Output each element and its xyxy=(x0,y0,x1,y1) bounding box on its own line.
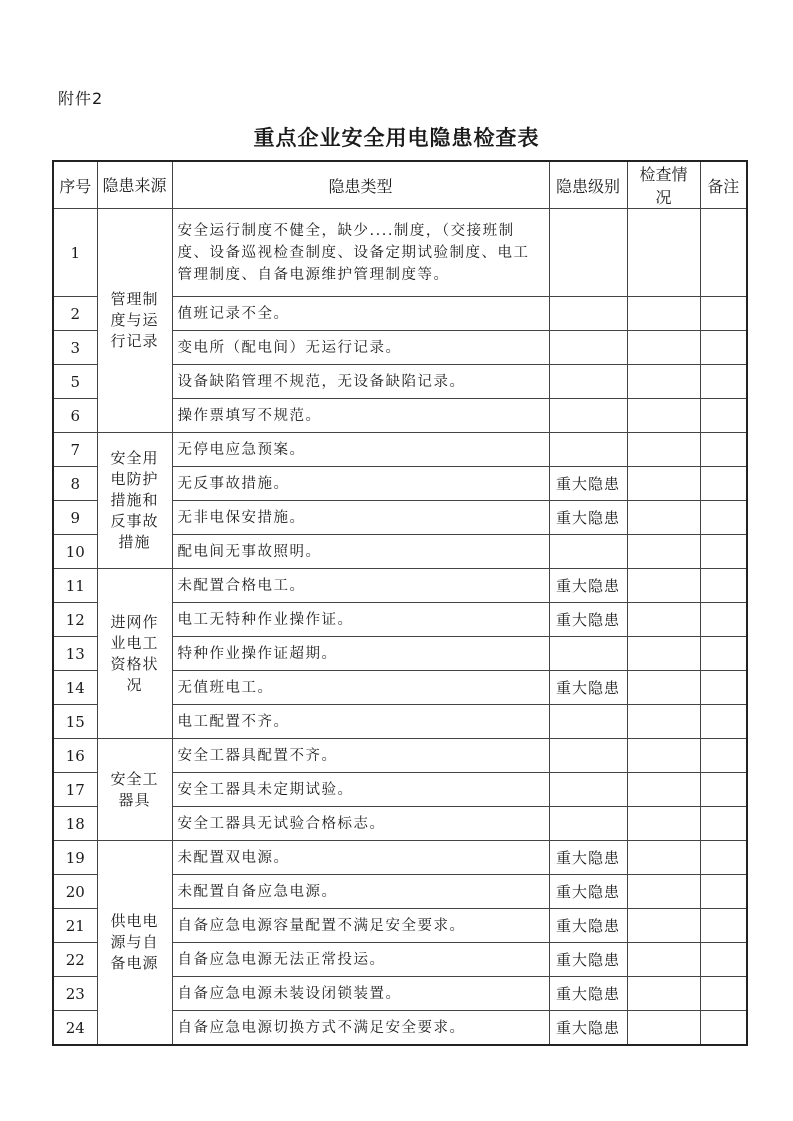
hazard-source-cell: 进网作业电工资格状况 xyxy=(97,569,172,739)
table-body xyxy=(53,209,747,1046)
hazard-type-cell: 配电间无事故照明。 xyxy=(172,535,549,569)
row-number: 2 xyxy=(53,297,97,331)
row-number: 14 xyxy=(53,671,97,705)
hazard-level-cell xyxy=(549,399,627,433)
hazard-type-cell: 无值班电工。 xyxy=(172,671,549,705)
hazard-checklist-table xyxy=(52,160,748,1046)
row-number: 20 xyxy=(53,875,97,909)
remark-cell[interactable] xyxy=(700,943,747,977)
hazard-level-cell xyxy=(549,637,627,671)
row-number: 10 xyxy=(53,535,97,569)
remark-cell[interactable] xyxy=(700,773,747,807)
hazard-level-cell: 重大隐患 xyxy=(549,875,627,909)
hazard-type-cell: 安全运行制度不健全，缺少....制度，（交接班制度、设备巡视检查制度、设备定期试验制度、电工管理制度、自备电源维护管理制度等。 xyxy=(172,209,549,297)
row-number: 18 xyxy=(53,807,97,841)
hazard-type-cell: 电工配置不齐。 xyxy=(172,705,549,739)
hazard-level-cell: 重大隐患 xyxy=(549,501,627,535)
row-number: 13 xyxy=(53,637,97,671)
hazard-type-cell: 自备应急电源无法正常投运。 xyxy=(172,943,549,977)
hazard-source-cell: 安全用电防护措施和反事故措施 xyxy=(97,433,172,569)
inspection-status-cell[interactable] xyxy=(627,399,700,433)
inspection-status-cell[interactable] xyxy=(627,977,700,1011)
hazard-type-cell: 设备缺陷管理不规范，无设备缺陷记录。 xyxy=(172,365,549,399)
row-number: 21 xyxy=(53,909,97,943)
hazard-level-cell: 重大隐患 xyxy=(549,841,627,875)
remark-cell[interactable] xyxy=(700,977,747,1011)
row-number: 23 xyxy=(53,977,97,1011)
row-number: 17 xyxy=(53,773,97,807)
hazard-level-cell xyxy=(549,297,627,331)
hazard-level-cell: 重大隐患 xyxy=(549,1011,627,1046)
inspection-status-cell[interactable] xyxy=(627,875,700,909)
inspection-status-cell[interactable] xyxy=(627,331,700,365)
remark-cell[interactable] xyxy=(700,209,747,297)
hazard-type-cell: 安全工器具无试验合格标志。 xyxy=(172,807,549,841)
inspection-status-cell[interactable] xyxy=(627,297,700,331)
remark-cell[interactable] xyxy=(700,603,747,637)
remark-cell[interactable] xyxy=(700,841,747,875)
remark-cell[interactable] xyxy=(700,705,747,739)
inspection-status-cell[interactable] xyxy=(627,671,700,705)
attachment-label: 附件2 xyxy=(58,89,104,108)
hazard-level-cell: 重大隐患 xyxy=(549,909,627,943)
remark-cell[interactable] xyxy=(700,909,747,943)
inspection-status-cell[interactable] xyxy=(627,209,700,297)
remark-cell[interactable] xyxy=(700,365,747,399)
hazard-level-cell xyxy=(549,535,627,569)
remark-cell[interactable] xyxy=(700,569,747,603)
table-row xyxy=(53,569,747,603)
inspection-status-cell[interactable] xyxy=(627,603,700,637)
hazard-source-cell: 安全工器具 xyxy=(97,739,172,841)
hazard-type-cell: 安全工器具配置不齐。 xyxy=(172,739,549,773)
hazard-type-cell: 电工无特种作业操作证。 xyxy=(172,603,549,637)
hazard-source-cell: 供电电源与自备电源 xyxy=(97,841,172,1046)
inspection-status-cell[interactable] xyxy=(627,739,700,773)
hazard-level-cell: 重大隐患 xyxy=(549,569,627,603)
hazard-type-cell: 无非电保安措施。 xyxy=(172,501,549,535)
hazard-type-cell: 未配置双电源。 xyxy=(172,841,549,875)
hazard-level-cell: 重大隐患 xyxy=(549,467,627,501)
row-number: 22 xyxy=(53,943,97,977)
remark-cell[interactable] xyxy=(700,433,747,467)
remark-cell[interactable] xyxy=(700,535,747,569)
hazard-type-cell: 未配置合格电工。 xyxy=(172,569,549,603)
hazard-level-cell xyxy=(549,433,627,467)
row-number: 9 xyxy=(53,501,97,535)
hazard-type-cell: 自备应急电源未装设闭锁装置。 xyxy=(172,977,549,1011)
hazard-level-cell: 重大隐患 xyxy=(549,603,627,637)
hazard-level-cell: 重大隐患 xyxy=(549,671,627,705)
inspection-status-cell[interactable] xyxy=(627,433,700,467)
remark-cell[interactable] xyxy=(700,1011,747,1046)
table-row xyxy=(53,841,747,875)
inspection-status-cell[interactable] xyxy=(627,1011,700,1046)
table-header-row xyxy=(53,161,747,209)
remark-cell[interactable] xyxy=(700,671,747,705)
remark-cell[interactable] xyxy=(700,501,747,535)
hazard-type-cell: 自备应急电源切换方式不满足安全要求。 xyxy=(172,1011,549,1046)
remark-cell[interactable] xyxy=(700,637,747,671)
hazard-level-cell xyxy=(549,739,627,773)
hazard-type-cell: 无停电应急预案。 xyxy=(172,433,549,467)
remark-cell[interactable] xyxy=(700,739,747,773)
row-number: 1 xyxy=(53,209,97,297)
inspection-status-cell[interactable] xyxy=(627,943,700,977)
hazard-level-cell xyxy=(549,773,627,807)
row-number: 16 xyxy=(53,739,97,773)
hazard-level-cell xyxy=(549,331,627,365)
row-number: 8 xyxy=(53,467,97,501)
remark-cell[interactable] xyxy=(700,297,747,331)
hazard-source-cell: 管理制度与运行记录 xyxy=(97,209,172,433)
row-number: 6 xyxy=(53,399,97,433)
hazard-type-cell: 操作票填写不规范。 xyxy=(172,399,549,433)
hazard-level-cell: 重大隐患 xyxy=(549,977,627,1011)
hazard-type-cell: 无反事故措施。 xyxy=(172,467,549,501)
inspection-status-cell[interactable] xyxy=(627,501,700,535)
inspection-status-cell[interactable] xyxy=(627,365,700,399)
row-number: 19 xyxy=(53,841,97,875)
header-status: 检查情况 xyxy=(627,161,700,209)
remark-cell[interactable] xyxy=(700,331,747,365)
hazard-type-cell: 自备应急电源容量配置不满足安全要求。 xyxy=(172,909,549,943)
hazard-type-cell: 变电所（配电间）无运行记录。 xyxy=(172,331,549,365)
inspection-status-cell[interactable] xyxy=(627,841,700,875)
inspection-status-cell[interactable] xyxy=(627,637,700,671)
hazard-type-cell: 安全工器具未定期试验。 xyxy=(172,773,549,807)
inspection-status-cell[interactable] xyxy=(627,535,700,569)
header-remark: 备注 xyxy=(700,161,747,209)
hazard-type-cell: 未配置自备应急电源。 xyxy=(172,875,549,909)
hazard-type-cell: 特种作业操作证超期。 xyxy=(172,637,549,671)
hazard-level-cell xyxy=(549,807,627,841)
hazard-level-cell xyxy=(549,365,627,399)
header-source: 隐患来源 xyxy=(97,161,172,209)
row-number: 7 xyxy=(53,433,97,467)
row-number: 12 xyxy=(53,603,97,637)
table-row xyxy=(53,739,747,773)
remark-cell[interactable] xyxy=(700,807,747,841)
header-no: 序号 xyxy=(53,161,97,209)
inspection-status-cell[interactable] xyxy=(627,773,700,807)
row-number: 11 xyxy=(53,569,97,603)
inspection-status-cell[interactable] xyxy=(627,705,700,739)
document-title: 重点企业安全用电隐患检查表 xyxy=(253,125,540,150)
hazard-level-cell xyxy=(549,209,627,297)
row-number: 15 xyxy=(53,705,97,739)
row-number: 5 xyxy=(53,365,97,399)
table-row xyxy=(53,209,747,297)
row-number: 3 xyxy=(53,331,97,365)
hazard-type-cell: 值班记录不全。 xyxy=(172,297,549,331)
header-level: 隐患级别 xyxy=(549,161,627,209)
header-type: 隐患类型 xyxy=(172,161,549,209)
inspection-status-cell[interactable] xyxy=(627,807,700,841)
remark-cell[interactable] xyxy=(700,467,747,501)
inspection-status-cell[interactable] xyxy=(627,569,700,603)
remark-cell[interactable] xyxy=(700,875,747,909)
table-row xyxy=(53,433,747,467)
hazard-level-cell xyxy=(549,705,627,739)
inspection-status-cell[interactable] xyxy=(627,467,700,501)
inspection-status-cell[interactable] xyxy=(627,909,700,943)
remark-cell[interactable] xyxy=(700,399,747,433)
row-number: 24 xyxy=(53,1011,97,1046)
hazard-level-cell: 重大隐患 xyxy=(549,943,627,977)
